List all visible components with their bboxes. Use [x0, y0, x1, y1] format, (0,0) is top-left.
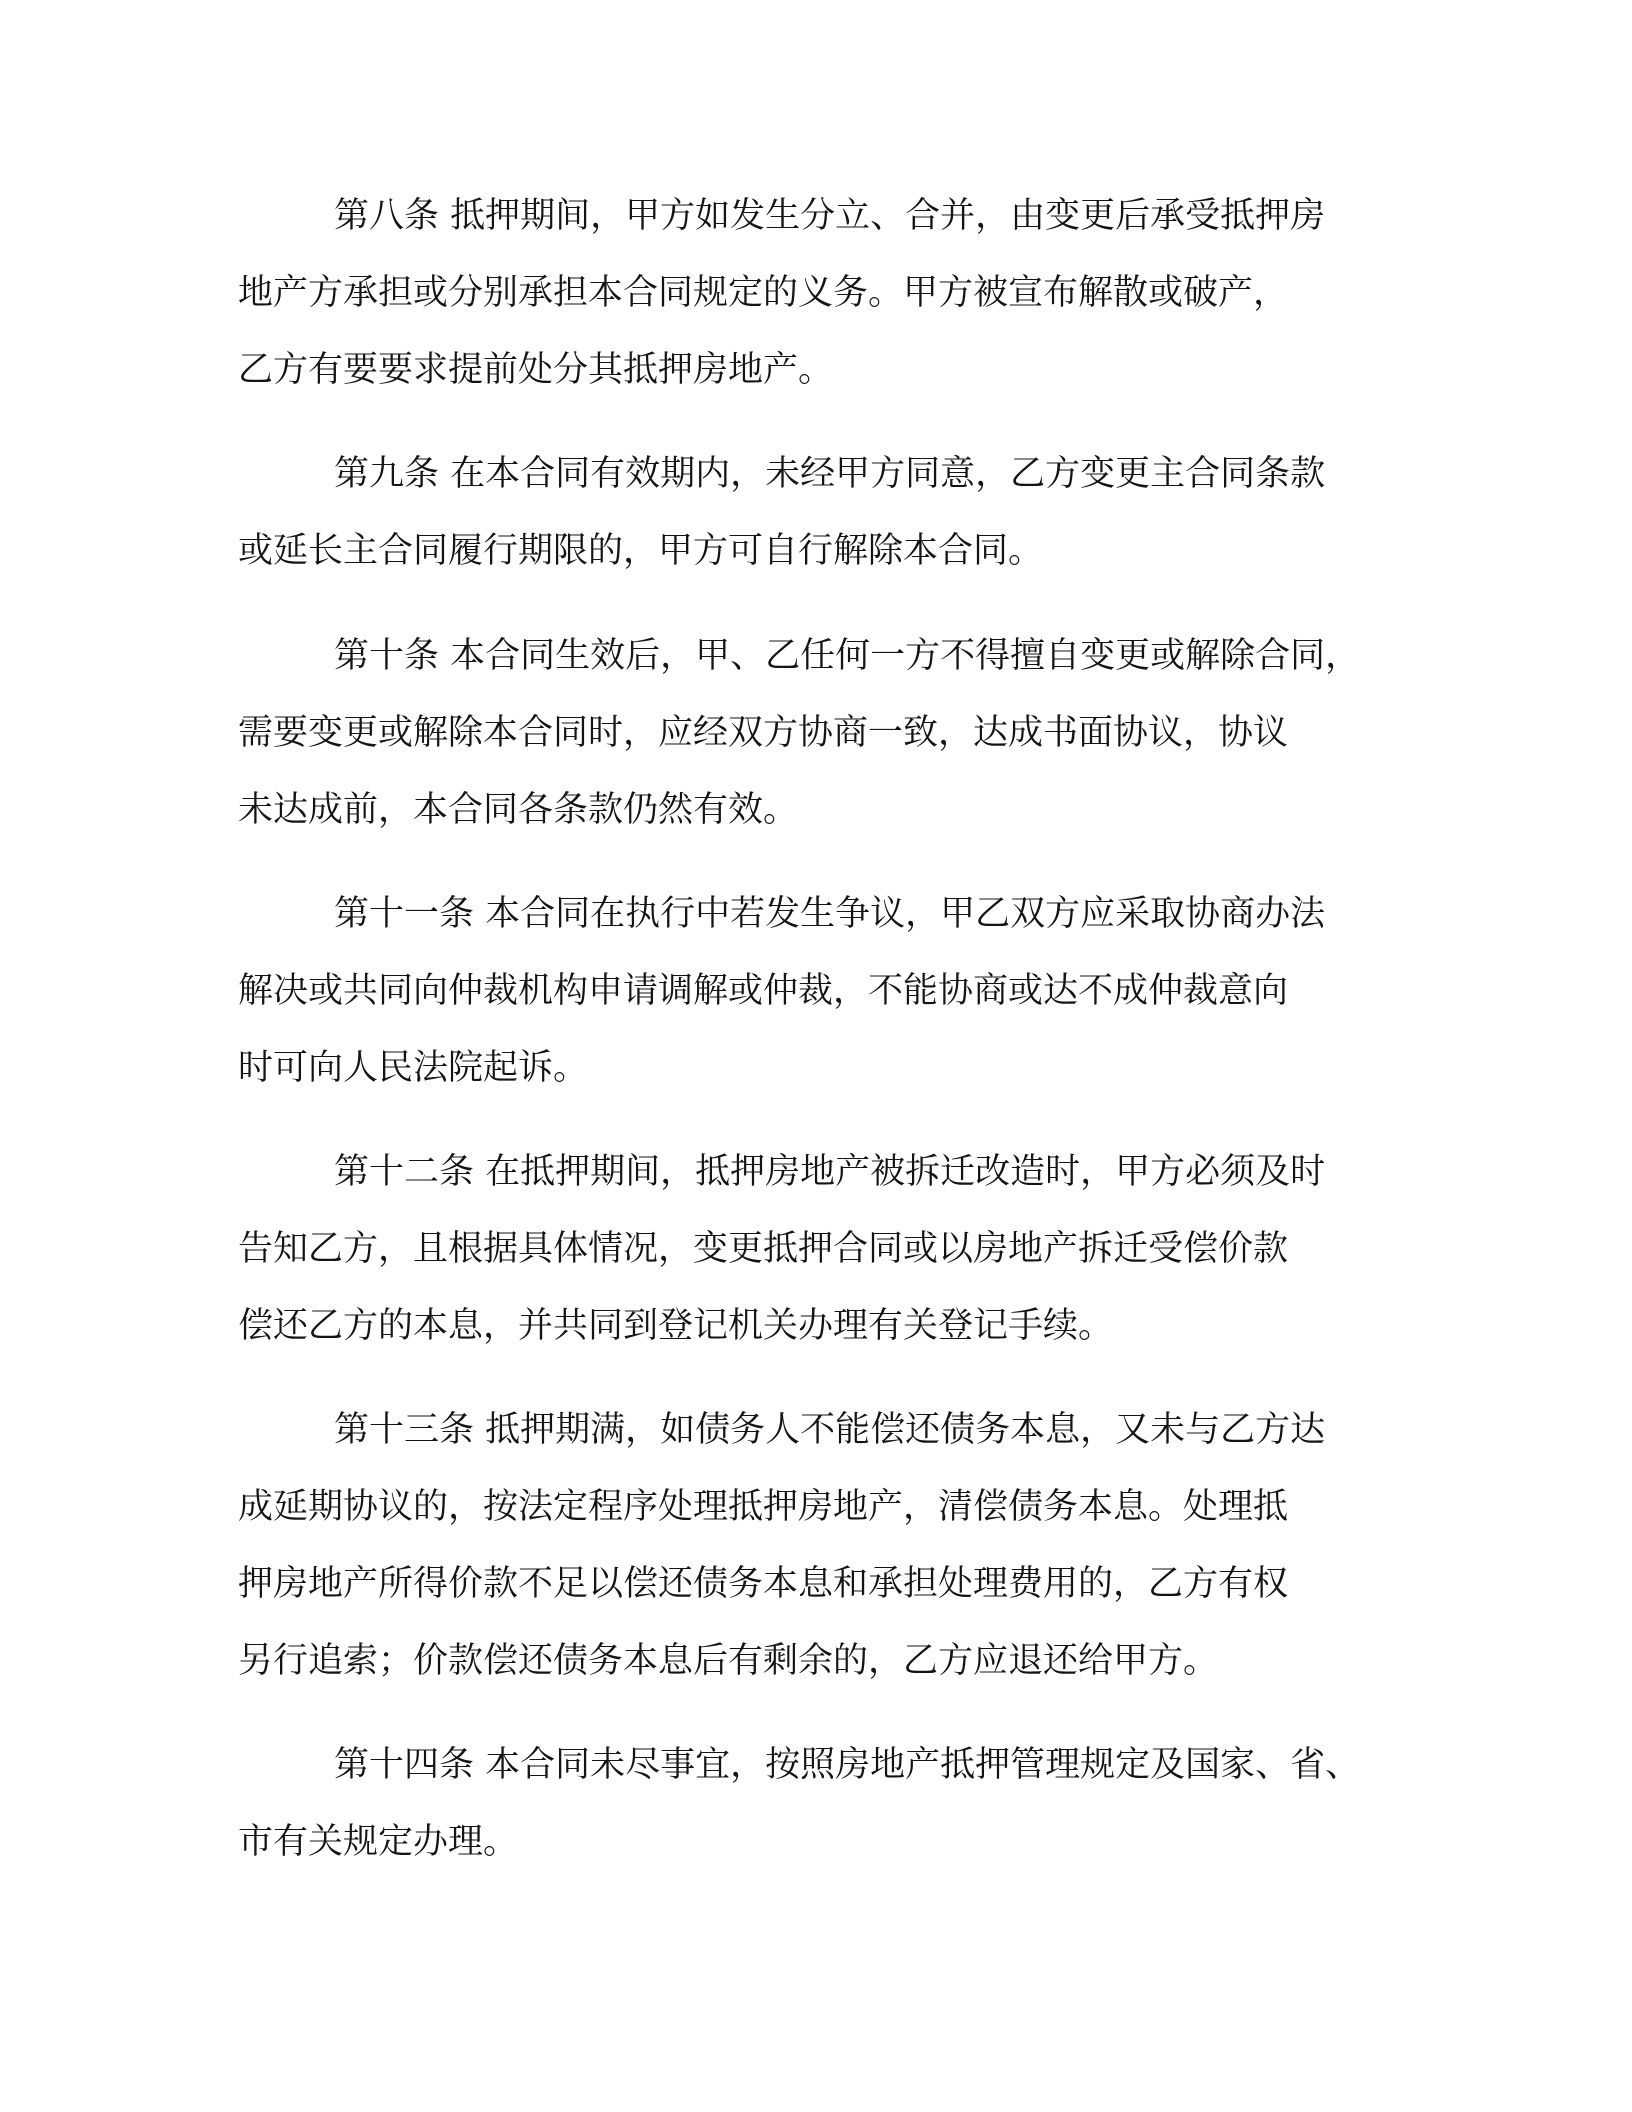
article-11	[238, 876, 1438, 1107]
article-line: 押房地产所得价款不足以偿还债务本息和承担处理费用的，乙方有权	[238, 1564, 1289, 1604]
article-13	[238, 1392, 1438, 1700]
article-line: 时可向人民法院起诉。	[238, 1048, 589, 1088]
article-8	[238, 178, 1438, 409]
article-line: 另行追索；价款偿还债务本息后有剩余的，乙方应退还给甲方。	[238, 1641, 1219, 1681]
article-line: 地产方承担或分别承担本合同规定的义务。甲方被宣布解散或破产，	[238, 273, 1289, 313]
article-line: 第十一条 本合同在执行中若发生争议，甲乙双方应采取协商办法	[334, 894, 1326, 934]
article-10	[238, 618, 1438, 849]
article-line: 未达成前，本合同各条款仍然有效。	[238, 790, 799, 830]
article-line: 市有关规定办理。	[238, 1822, 519, 1862]
article-12	[238, 1134, 1438, 1365]
article-line: 或延长主合同履行期限的，甲方可自行解除本合同。	[238, 531, 1044, 571]
article-line: 第九条 在本合同有效期内，未经甲方同意，乙方变更主合同条款	[334, 454, 1326, 494]
article-line: 偿还乙方的本息，并共同到登记机关办理有关登记手续。	[238, 1306, 1114, 1346]
article-9	[238, 436, 1438, 590]
article-line: 第十二条 在抵押期间，抵押房地产被拆迁改造时，甲方必须及时	[334, 1152, 1326, 1192]
article-line: 成延期协议的，按法定程序处理抵押房地产，清偿债务本息。处理抵	[238, 1487, 1289, 1527]
article-line: 第十条 本合同生效后，甲、乙任何一方不得擅自变更或解除合同，	[334, 636, 1361, 676]
article-line: 乙方有要要求提前处分其抵押房地产。	[238, 350, 834, 390]
article-line: 第八条 抵押期间，甲方如发生分立、合并，由变更后承受抵押房	[334, 196, 1326, 236]
article-14	[238, 1727, 1438, 1881]
article-line: 解决或共同向仲裁机构申请调解或仲裁，不能协商或达不成仲裁意向	[238, 971, 1289, 1011]
article-line: 第十四条 本合同未尽事宜，按照房地产抵押管理规定及国家、省、	[334, 1745, 1361, 1785]
article-line: 第十三条 抵押期满，如债务人不能偿还债务本息，又未与乙方达	[334, 1410, 1326, 1450]
article-line: 告知乙方，且根据具体情况，变更抵押合同或以房地产拆迁受偿价款	[238, 1229, 1289, 1269]
article-line: 需要变更或解除本合同时，应经双方协商一致，达成书面协议，协议	[238, 713, 1289, 753]
